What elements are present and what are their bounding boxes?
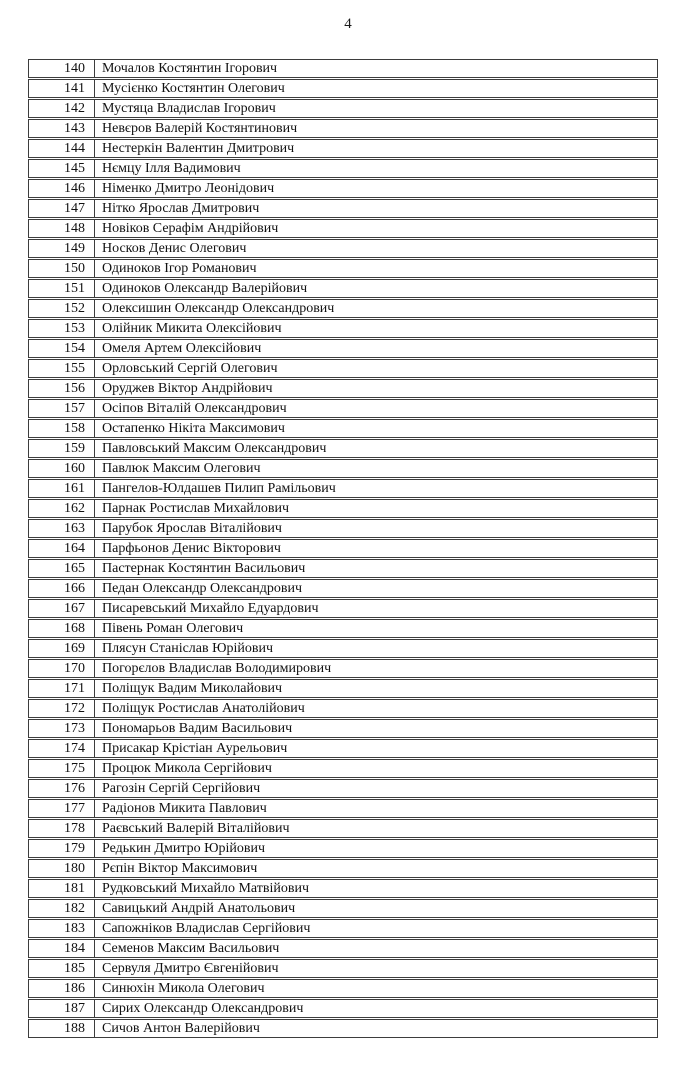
table-row xyxy=(28,479,658,498)
table-row xyxy=(28,319,658,338)
row-name-cell: Рудковський Михайло Матвійович xyxy=(102,880,310,896)
row-number-cell: 168 xyxy=(29,620,95,637)
row-number-cell: 149 xyxy=(29,240,95,257)
row-name-cell: Семенов Максим Васильович xyxy=(102,940,280,956)
table-row xyxy=(28,79,658,98)
row-name-cell: Осіпов Віталій Олександрович xyxy=(102,400,287,416)
row-number-cell: 188 xyxy=(29,1020,95,1037)
table-row xyxy=(28,799,658,818)
row-name-cell: Новіков Серафім Андрійович xyxy=(102,220,279,236)
table-row xyxy=(28,219,658,238)
row-name-cell: Раєвський Валерій Віталійович xyxy=(102,820,290,836)
table-row xyxy=(28,139,658,158)
table-row xyxy=(28,959,658,978)
row-name-cell: Савицький Андрій Анатольович xyxy=(102,900,296,916)
table-row xyxy=(28,179,658,198)
row-number-cell: 150 xyxy=(29,260,95,277)
table-row xyxy=(28,239,658,258)
row-name-cell: Писаревський Михайло Едуардович xyxy=(102,600,319,616)
row-name-cell: Павлюк Максим Олегович xyxy=(102,460,261,476)
row-name-cell: Олійник Микита Олексійович xyxy=(102,320,282,336)
table-row xyxy=(28,759,658,778)
table-row xyxy=(28,339,658,358)
row-name-cell: Оруджев Віктор Андрійович xyxy=(102,380,273,396)
table-row xyxy=(28,819,658,838)
row-name-cell: Носков Денис Олегович xyxy=(102,240,247,256)
table-row xyxy=(28,159,658,178)
row-name-cell: Парфьонов Денис Вікторович xyxy=(102,540,281,556)
row-number-cell: 176 xyxy=(29,780,95,797)
table-row xyxy=(28,679,658,698)
table-row xyxy=(28,399,658,418)
table-row xyxy=(28,119,658,138)
row-number-cell: 166 xyxy=(29,580,95,597)
row-name-cell: Плясун Станіслав Юрійович xyxy=(102,640,274,656)
table-row xyxy=(28,939,658,958)
row-number-cell: 170 xyxy=(29,660,95,677)
row-name-cell: Одиноков Ігор Романович xyxy=(102,260,257,276)
table-row xyxy=(28,259,658,278)
row-name-cell: Орловський Сергій Олегович xyxy=(102,360,278,376)
row-name-cell: Синюхін Микола Олегович xyxy=(102,980,265,996)
table-row xyxy=(28,419,658,438)
row-number-cell: 140 xyxy=(29,60,95,77)
row-name-cell: Пастернак Костянтин Васильович xyxy=(102,560,306,576)
row-name-cell: Німенко Дмитро Леонідович xyxy=(102,180,275,196)
row-name-cell: Рєпін Віктор Максимович xyxy=(102,860,258,876)
table-row xyxy=(28,919,658,938)
table-row xyxy=(28,559,658,578)
table-row xyxy=(28,499,658,518)
row-name-cell: Невєров Валерій Костянтинович xyxy=(102,120,298,136)
row-name-cell: Редькин Дмитро Юрійович xyxy=(102,840,266,856)
row-number-cell: 154 xyxy=(29,340,95,357)
row-number-cell: 160 xyxy=(29,460,95,477)
row-name-cell: Півень Роман Олегович xyxy=(102,620,244,636)
table-row xyxy=(28,979,658,998)
row-number-cell: 182 xyxy=(29,900,95,917)
row-name-cell: Парнак Ростислав Михайлович xyxy=(102,500,290,516)
table-row xyxy=(28,579,658,598)
row-name-cell: Педан Олександр Олександрович xyxy=(102,580,303,596)
table-row xyxy=(28,899,658,918)
row-name-cell: Мочалов Костянтин Ігорович xyxy=(102,60,278,76)
row-number-cell: 173 xyxy=(29,720,95,737)
row-number-cell: 186 xyxy=(29,980,95,997)
table-row xyxy=(28,439,658,458)
row-number-cell: 153 xyxy=(29,320,95,337)
row-name-cell: Нестеркін Валентин Дмитрович xyxy=(102,140,295,156)
row-name-cell: Рагозін Сергій Сергійович xyxy=(102,780,261,796)
row-number-cell: 148 xyxy=(29,220,95,237)
row-number-cell: 145 xyxy=(29,160,95,177)
table-row xyxy=(28,1019,658,1038)
row-number-cell: 158 xyxy=(29,420,95,437)
row-name-cell: Пономарьов Вадим Васильович xyxy=(102,720,293,736)
row-number-cell: 144 xyxy=(29,140,95,157)
row-number-cell: 169 xyxy=(29,640,95,657)
row-number-cell: 185 xyxy=(29,960,95,977)
table-row xyxy=(28,659,658,678)
row-number-cell: 157 xyxy=(29,400,95,417)
row-number-cell: 147 xyxy=(29,200,95,217)
table-row xyxy=(28,879,658,898)
row-name-cell: Нітко Ярослав Дмитрович xyxy=(102,200,260,216)
row-number-cell: 143 xyxy=(29,120,95,137)
row-number-cell: 178 xyxy=(29,820,95,837)
row-number-cell: 159 xyxy=(29,440,95,457)
row-number-cell: 175 xyxy=(29,760,95,777)
table-row xyxy=(28,719,658,738)
table-row xyxy=(28,359,658,378)
row-name-cell: Мусієнко Костянтин Олегович xyxy=(102,80,285,96)
row-number-cell: 183 xyxy=(29,920,95,937)
row-name-cell: Сирих Олександр Олександрович xyxy=(102,1000,304,1016)
table-row xyxy=(28,859,658,878)
row-number-cell: 174 xyxy=(29,740,95,757)
row-name-cell: Парубок Ярослав Віталійович xyxy=(102,520,282,536)
row-number-cell: 155 xyxy=(29,360,95,377)
row-number-cell: 167 xyxy=(29,600,95,617)
table-row xyxy=(28,459,658,478)
row-name-cell: Омеля Артем Олексійович xyxy=(102,340,262,356)
row-number-cell: 162 xyxy=(29,500,95,517)
row-number-cell: 141 xyxy=(29,80,95,97)
row-number-cell: 163 xyxy=(29,520,95,537)
table-row xyxy=(28,599,658,618)
table-row xyxy=(28,299,658,318)
row-number-cell: 156 xyxy=(29,380,95,397)
table-row xyxy=(28,99,658,118)
row-name-cell: Нємцу Ілля Вадимович xyxy=(102,160,241,176)
table-row xyxy=(28,639,658,658)
row-name-cell: Павловський Максим Олександрович xyxy=(102,440,327,456)
row-name-cell: Остапенко Нікіта Максимович xyxy=(102,420,285,436)
table-row xyxy=(28,779,658,798)
table-row xyxy=(28,379,658,398)
table-row xyxy=(28,839,658,858)
row-number-cell: 180 xyxy=(29,860,95,877)
table-row xyxy=(28,279,658,298)
row-number-cell: 172 xyxy=(29,700,95,717)
row-number-cell: 142 xyxy=(29,100,95,117)
row-number-cell: 187 xyxy=(29,1000,95,1017)
row-name-cell: Процюк Микола Сергійович xyxy=(102,760,272,776)
table-row xyxy=(28,739,658,758)
row-name-cell: Радіонов Микита Павлович xyxy=(102,800,267,816)
table-row xyxy=(28,699,658,718)
row-name-cell: Присакар Крістіан Аурельович xyxy=(102,740,288,756)
row-name-cell: Сапожніков Владислав Сергійович xyxy=(102,920,311,936)
row-name-cell: Мустяца Владислав Ігорович xyxy=(102,100,276,116)
table-row xyxy=(28,519,658,538)
row-number-cell: 161 xyxy=(29,480,95,497)
row-number-cell: 164 xyxy=(29,540,95,557)
row-name-cell: Погорєлов Владислав Володимирович xyxy=(102,660,332,676)
page-number: 4 xyxy=(344,16,352,32)
row-name-cell: Олексишин Олександр Олександрович xyxy=(102,300,335,316)
row-name-cell: Сичов Антон Валерійович xyxy=(102,1020,260,1036)
row-number-cell: 179 xyxy=(29,840,95,857)
row-number-cell: 177 xyxy=(29,800,95,817)
row-name-cell: Поліщук Ростислав Анатолійович xyxy=(102,700,305,716)
row-number-cell: 171 xyxy=(29,680,95,697)
table-row xyxy=(28,619,658,638)
row-number-cell: 184 xyxy=(29,940,95,957)
row-name-cell: Одиноков Олександр Валерійович xyxy=(102,280,308,296)
row-number-cell: 146 xyxy=(29,180,95,197)
row-number-cell: 151 xyxy=(29,280,95,297)
row-number-cell: 152 xyxy=(29,300,95,317)
row-number-cell: 165 xyxy=(29,560,95,577)
table-row xyxy=(28,59,658,78)
table-row xyxy=(28,999,658,1018)
table-row xyxy=(28,539,658,558)
row-number-cell: 181 xyxy=(29,880,95,897)
row-name-cell: Пангелов-Юлдашев Пилип Рамільович xyxy=(102,480,336,496)
row-name-cell: Поліщук Вадим Миколайович xyxy=(102,680,283,696)
row-name-cell: Сервуля Дмитро Євгенійович xyxy=(102,960,279,976)
table-row xyxy=(28,199,658,218)
name-roster-table xyxy=(28,59,658,1038)
